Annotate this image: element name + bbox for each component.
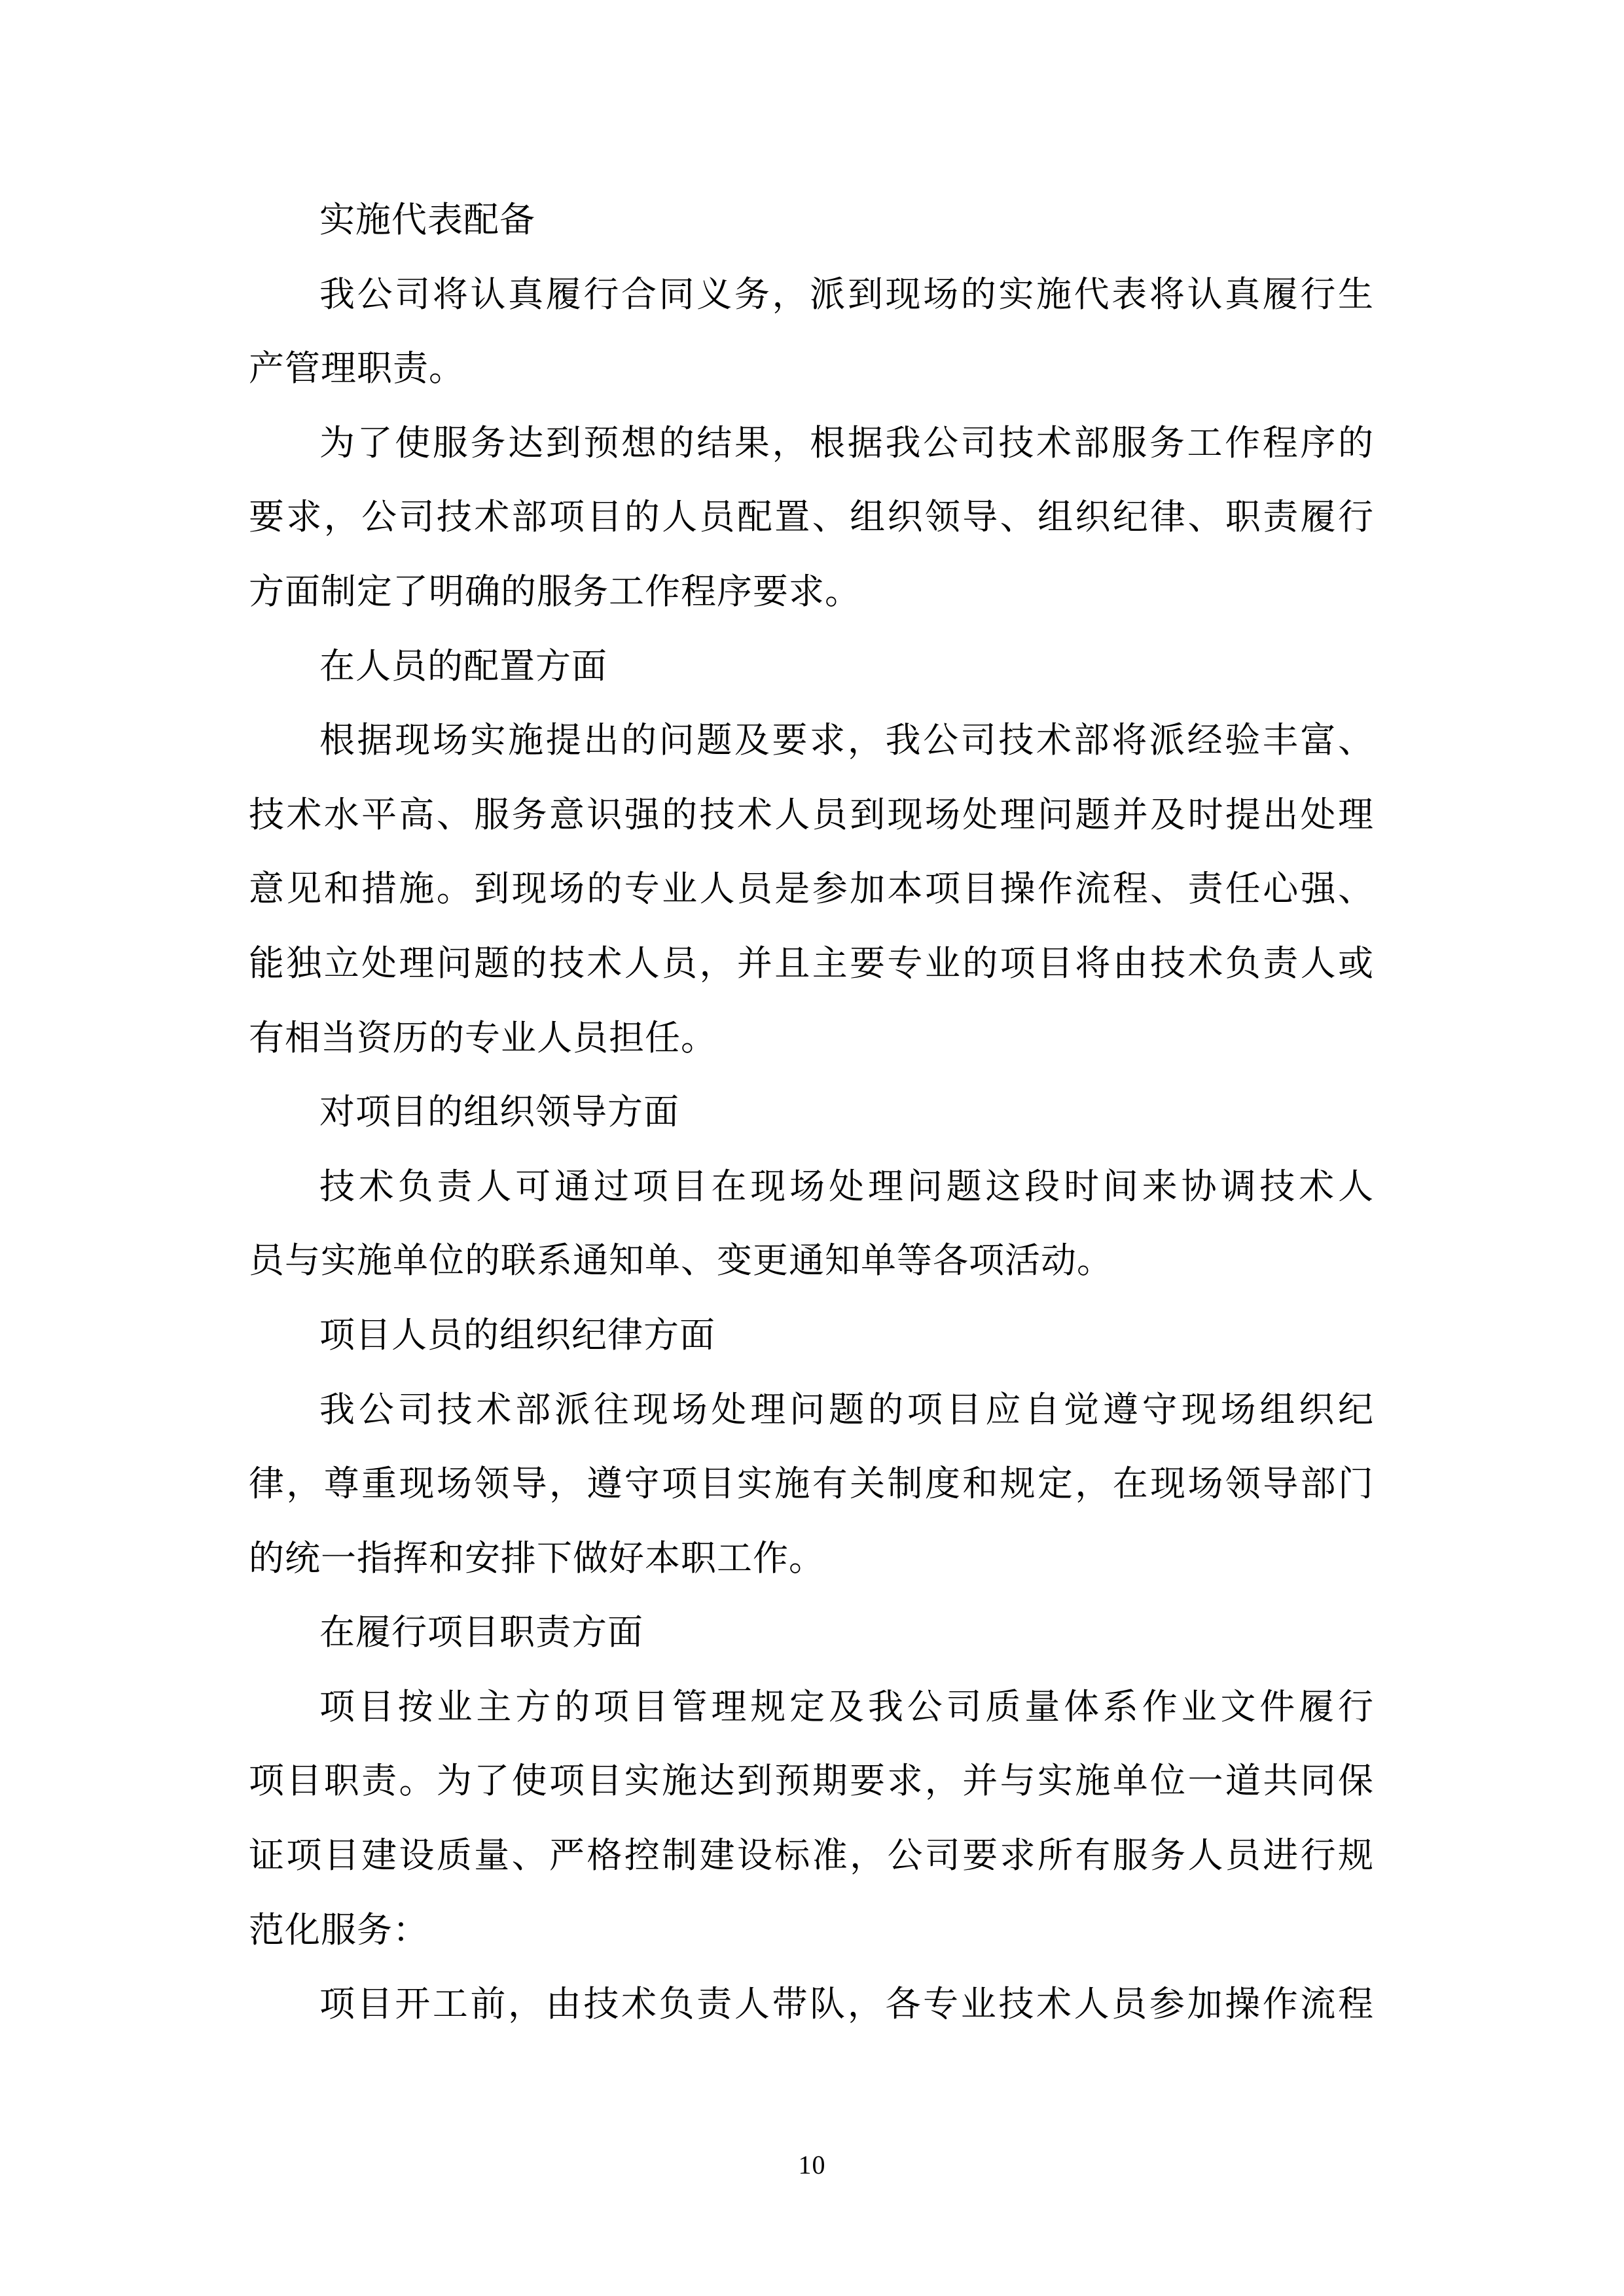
text-line: 我公司将认真履行合同义务，派到现场的实施代表将认真履行生 [319, 274, 1373, 314]
text-line: 证项目建设质量、严格控制建设标准，公司要求所有服务人员进行规 [249, 1836, 1373, 1876]
text-line: 根据现场实施提出的问题及要求，我公司技术部将派经验丰富、 [319, 721, 1373, 761]
text-line: 员与实施单位的联系通知单、变更通知单等各项活动。 [249, 1241, 1113, 1281]
text-line: 的统一指挥和安排下做好本职工作。 [249, 1538, 825, 1578]
text-line: 意见和措施。到现场的专业人员是参加本项目操作流程、责任心强、 [249, 869, 1373, 909]
text-line: 范化服务： [249, 1910, 429, 1950]
text-line: 有相当资历的专业人员担任。 [249, 1018, 717, 1058]
text-line: 技术负责人可通过项目在现场处理问题这段时间来协调技术人 [319, 1166, 1373, 1206]
text-line: 方面制定了明确的服务工作程序要求。 [249, 571, 861, 611]
text-line: 能独立处理问题的技术人员，并且主要专业的项目将由技术负责人或 [249, 943, 1373, 983]
body-text [249, 183, 1373, 2042]
page-number: 10 [798, 2150, 826, 2179]
text-line: 项目职责。为了使项目实施达到预期要求，并与实施单位一道共同保 [249, 1761, 1373, 1801]
text-line: 在人员的配置方面 [319, 646, 607, 686]
text-line: 产管理职责。 [249, 349, 465, 389]
text-line: 项目按业主方的项目管理规定及我公司质量体系作业文件履行 [319, 1687, 1373, 1727]
text-line: 实施代表配备 [319, 200, 535, 240]
text-line: 律，尊重现场领导，遵守项目实施有关制度和规定，在现场领导部门 [249, 1464, 1373, 1504]
text-line: 为了使服务达到预想的结果，根据我公司技术部服务工作程序的 [319, 423, 1373, 463]
text-line: 项目人员的组织纪律方面 [319, 1315, 715, 1355]
text-line: 技术水平高、服务意识强的技术人员到现场处理问题并及时提出处理 [249, 795, 1373, 834]
text-line: 项目开工前，由技术负责人带队，各专业技术人员参加操作流程 [319, 1984, 1373, 2024]
text-line: 我公司技术部派往现场处理问题的项目应自觉遵守现场组织纪 [319, 1390, 1373, 1429]
text-line: 要求，公司技术部项目的人员配置、组织领导、组织纪律、职责履行 [249, 497, 1373, 537]
text-line: 在履行项目职责方面 [319, 1613, 643, 1653]
text-line: 对项目的组织领导方面 [319, 1092, 679, 1132]
